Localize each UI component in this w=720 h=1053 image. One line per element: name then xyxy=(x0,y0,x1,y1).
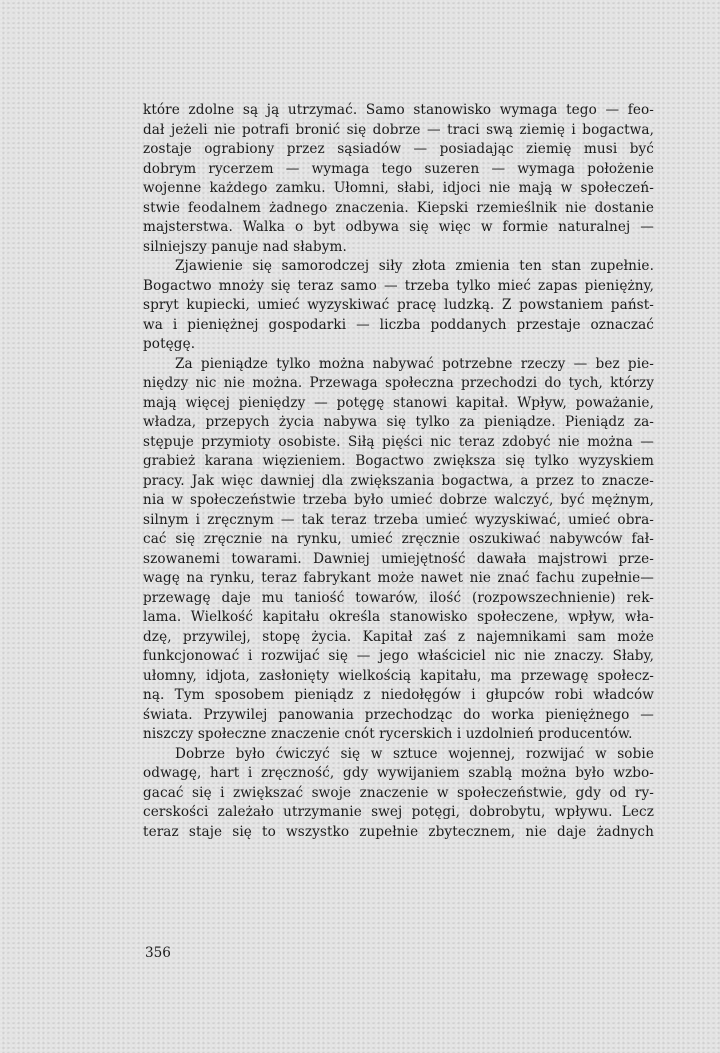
text-line: wa i pieniężnej gospodarki — liczba poddanych przestaje oznaczać xyxy=(143,316,654,333)
text-line: które zdolne są ją utrzymać. Samo stanowisko wymaga tego — feo- xyxy=(143,102,654,118)
text-line: Zjawienie się samorodczej siły złota zmienia ten stan zupełnie. xyxy=(175,258,654,274)
text-line: pracy. Jak więc dawniej dla zwiększania bogactwa, a przez to znacze- xyxy=(143,472,654,489)
text-line: potęgę. xyxy=(143,336,196,352)
text-line: niędzy nic nie można. Przewaga społeczna przechodzi do tych, którzy xyxy=(143,375,654,391)
text-line: mają więcej pieniędzy — potęgę stanowi kapitał. Wpływ, poważanie, xyxy=(143,394,654,411)
body-text xyxy=(143,101,654,842)
text-line: niszczy społeczne znaczenie cnót rycerskich i uzdolnień producentów. xyxy=(143,726,633,742)
text-line: majsterstwa. Walka o byt odbywa się więc w formie naturalnej — xyxy=(143,219,654,235)
text-line: Za pieniądze tylko można nabywać potrzebne rzeczy — bez pie- xyxy=(175,355,654,372)
text-line: spryt kupiecki, umieć wyzyskiwać pracę ludzką. Z powstaniem państ- xyxy=(143,297,654,313)
text-line: szowanemi towarami. Dawniej umiejętność dawała majstrowi prze- xyxy=(143,550,654,567)
text-line: nia w społeczeństwie trzeba było umieć dobrze walczyć, być mężnym, xyxy=(143,492,654,508)
text-line: lama. Wielkość kapitału określa stanowisko społeczene, wpływ, wła- xyxy=(143,609,654,625)
text-line: stwie feodalnem żadnego znaczenia. Kiepski rzemieślnik nie dostanie xyxy=(143,199,654,216)
text-line: stępuje przymioty osobiste. Siłą pięści nic teraz zdobyć nie można — xyxy=(143,433,654,450)
text-line: ną. Tym sposobem pieniądz z niedołęgów i głupców robi władców xyxy=(143,687,654,703)
text-line: silniejszy panuje nad słabym. xyxy=(143,238,347,255)
text-line: Dobrze było ćwiczyć się w sztuce wojennej, rozwijać w sobie xyxy=(175,745,654,762)
text-line: gacać się i zwiększać swoje znaczenie w społeczeństwie, gdy od ry- xyxy=(143,784,654,801)
text-line: dał jeżeli nie potrafi bronić się dobrze — traci swą ziemię i bogactwa, xyxy=(143,121,654,138)
text-line: odwagę, hart i zręczność, gdy wywijaniem szablą można było wzbo- xyxy=(143,765,654,781)
text-line: wojenne każdego zamku. Ułomni, słabi, idjoci nie mają w społeczeń- xyxy=(143,180,654,196)
text-line: funkcjonować i rozwijać się — jego właściciel nic nie znaczy. Słaby, xyxy=(143,648,654,664)
text-line: ułomny, idjota, zasłonięty wielkością kapitału, ma przewagę społecz- xyxy=(143,667,654,684)
text-line: dobrym rycerzem — wymaga tego suzeren — wymaga położenie xyxy=(143,160,654,177)
text-line: dzę, przywilej, stopę życia. Kapitał zaś z najemnikami sam może xyxy=(143,628,654,645)
text-line: Bogactwo mnoży się teraz samo — trzeba tylko mieć zapas pieniężny, xyxy=(143,277,654,294)
text-line: przewagę daje mu taniość towarów, ilość (rozpowszechnienie) rek- xyxy=(143,589,654,606)
page-number: 356 xyxy=(145,945,171,961)
text-line: zostaje ograbiony przez sąsiadów — posiadając ziemię musi być xyxy=(143,141,654,157)
text-line: teraz staje się to wszystko zupełnie zbytecznem, nie daje żadnych xyxy=(143,823,654,840)
text-line: wagę na rynku, teraz fabrykant może nawet nie znać fachu zupełnie— xyxy=(143,570,654,586)
text-line: silnym i zręcznym — tak teraz trzeba umieć wyzyskiwać, umieć obra- xyxy=(143,511,654,528)
text-line: władza, przepych życia nabywa się tylko za pieniądze. Pieniądz za- xyxy=(143,414,654,430)
text-line: cerskości zależało utrzymanie swej potęgi, dobrobytu, wpływu. Lecz xyxy=(143,804,654,820)
text-line: świata. Przywilej panowania przechodząc do worka pieniężnego — xyxy=(143,706,654,723)
text-line: cać się zręcznie na rynku, umieć zręcznie oszukiwać nabywców fał- xyxy=(143,531,654,547)
text-line: grabież karana więzieniem. Bogactwo zwiększa się tylko wyzyskiem xyxy=(143,453,654,469)
